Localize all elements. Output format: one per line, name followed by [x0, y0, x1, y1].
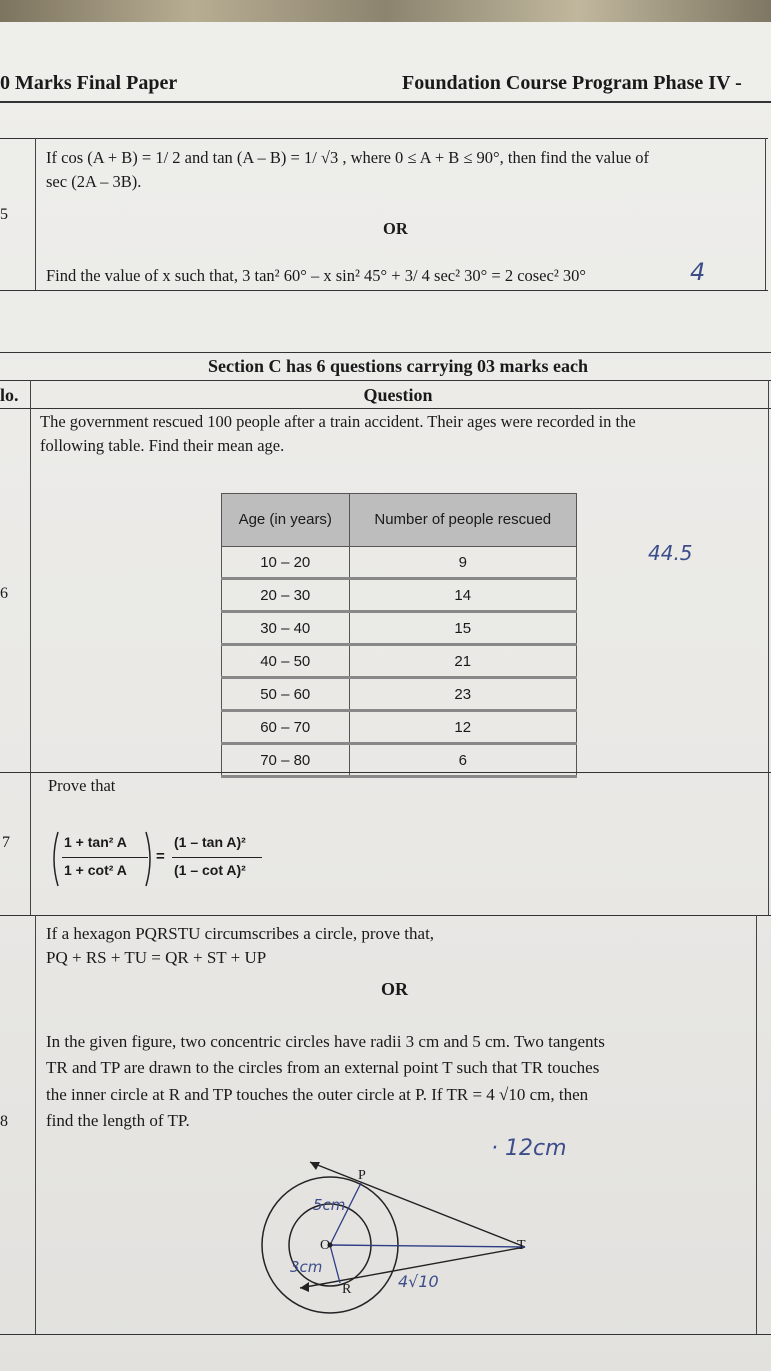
rhs-fraction: [172, 834, 264, 886]
question-text-line: The government rescued 100 people after a train accident. Their ages were recorded in the: [40, 412, 636, 431]
age-cell: 30 – 40: [222, 612, 350, 645]
lhs-numerator: 1 + tan² A: [64, 834, 127, 850]
age-cell: 20 – 30: [222, 579, 350, 612]
question-number: 7: [2, 834, 10, 851]
question-text-line: In the given figure, two concentric circles have radii 3 cm and 5 cm. Two tangents: [46, 1032, 605, 1051]
handwritten-answer: 44.5: [648, 541, 693, 565]
count-cell: 6: [349, 744, 577, 777]
age-table: [221, 493, 577, 778]
question-number: 5: [0, 206, 8, 223]
question-text-line: PQ + RS + TU = QR + ST + UP: [46, 948, 267, 967]
section-heading: Section C has 6 questions carrying 03 marks each: [207, 356, 588, 376]
prove-label: Prove that: [48, 776, 116, 795]
right-border: [756, 915, 757, 1335]
question-text-line: following table. Find their mean age.: [40, 436, 285, 455]
right-border: [765, 138, 766, 290]
table-row: [222, 678, 577, 711]
handwritten-label-tr: 4√10: [398, 1272, 439, 1291]
question-text-line: TR and TP are drawn to the circles from an external point T such that TR touches: [46, 1058, 600, 1077]
table-row: [222, 579, 577, 612]
column-header-border: [0, 408, 771, 409]
age-cell: 60 – 70: [222, 711, 350, 744]
equals-sign: =: [156, 848, 165, 865]
count-cell: 9: [349, 547, 577, 579]
handwritten-label-3cm: 3cm: [290, 1258, 323, 1276]
header-rule: [0, 101, 771, 103]
section-heading-border: [0, 380, 771, 381]
right-border: [768, 380, 769, 915]
q-row-border: [0, 1334, 771, 1335]
question-text-line: find the length of TP.: [46, 1111, 190, 1130]
table-row: [222, 711, 577, 744]
table-row: [222, 645, 577, 678]
number-column-divider: [30, 380, 31, 915]
question-text-line: If a hexagon PQRSTU circumscribes a circle, prove that,: [46, 924, 435, 943]
fraction-bar: [62, 857, 148, 858]
count-cell: 21: [349, 645, 577, 678]
count-cell: 23: [349, 678, 577, 711]
rhs-numerator: (1 – tan A)²: [174, 834, 246, 850]
lhs-denominator: 1 + cot² A: [64, 862, 127, 878]
course-title: Foundation Course Program Phase IV -: [402, 72, 742, 94]
question-text-line: Find the value of x such that, 3 tan² 60° – x sin² 45° + 3/ 4 sec² 30° = 2 cosec² 30°: [46, 266, 587, 285]
question-number: 8: [0, 1113, 8, 1130]
q-row-top-border: [0, 138, 768, 139]
question-text-line: the inner circle at R and TP touches the outer circle at P. If TR = 4 √10 cm, then: [46, 1085, 589, 1104]
count-cell: 14: [349, 579, 577, 612]
count-cell: 15: [349, 612, 577, 645]
column-header-question: Question: [363, 385, 433, 405]
table-header-age: Age (in years): [222, 494, 350, 547]
lhs-fraction: [62, 834, 150, 886]
age-cell: 70 – 80: [222, 744, 350, 777]
table-row: [222, 612, 577, 645]
handwritten-answer: · 12cm: [491, 1136, 567, 1161]
or-label: OR: [381, 979, 408, 999]
figure-label-T: T: [517, 1238, 526, 1253]
question-text-line: sec (2A – 3B).: [46, 172, 142, 191]
q-row-bottom-border: [0, 290, 768, 291]
column-header-no: lo.: [0, 385, 19, 405]
age-cell: 50 – 60: [222, 678, 350, 711]
table-header-people: Number of people rescued: [349, 494, 577, 547]
question-text-line: If cos (A + B) = 1/ 2 and tan (A – B) = 1/ √3 , where 0 ≤ A + B ≤ 90°, then find the value of: [46, 148, 650, 167]
age-cell: 10 – 20: [222, 547, 350, 579]
question-number: 6: [0, 585, 8, 602]
section-top-border: [0, 352, 771, 353]
age-cell: 40 – 50: [222, 645, 350, 678]
handwritten-answer: 4: [690, 258, 706, 286]
figure-label-O: O: [320, 1238, 331, 1253]
figure-label-R: R: [342, 1282, 352, 1297]
q-row-border: [0, 915, 771, 916]
handwritten-label-5cm: 5cm: [313, 1196, 346, 1214]
figure-label-P: P: [358, 1168, 366, 1183]
number-column-divider: [35, 915, 36, 1335]
table-row: [222, 547, 577, 579]
fraction-bar: [172, 857, 262, 858]
or-label: OR: [383, 219, 408, 238]
number-column-divider: [35, 138, 36, 290]
concentric-circles-figure: [260, 1150, 540, 1330]
count-cell: 12: [349, 711, 577, 744]
paper-title: 0 Marks Final Paper: [0, 72, 178, 94]
q-row-border: [0, 772, 771, 773]
rhs-denominator: (1 – cot A)²: [174, 862, 246, 878]
